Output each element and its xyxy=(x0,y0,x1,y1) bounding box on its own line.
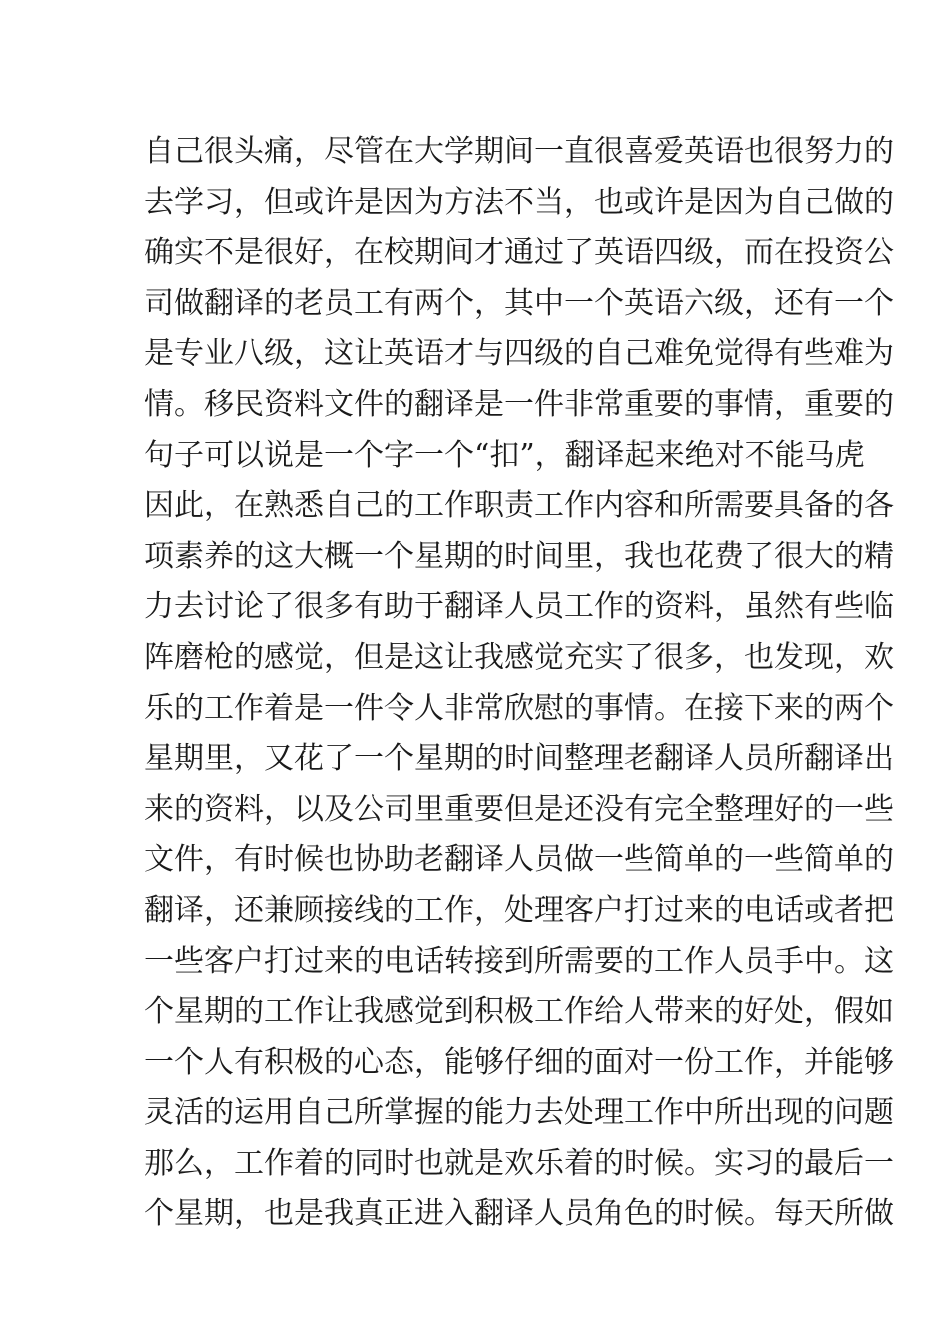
text-line: 情。移民资料文件的翻译是一件非常重要的事情，重要的 xyxy=(144,386,894,422)
text-line: 个星期，也是我真正进入翻译人员角色的时候。每天所做 xyxy=(144,1196,894,1232)
text-line: 因此，在熟悉自己的工作职责工作内容和所需要具备的各 xyxy=(144,488,894,524)
text-line: 阵磨枪的感觉，但是这让我感觉充实了很多，也发现，欢 xyxy=(144,639,894,675)
text-line: 司做翻译的老员工有两个，其中一个英语六级，还有一个 xyxy=(144,285,894,321)
text-line: 个星期的工作让我感觉到积极工作给人带来的好处，假如 xyxy=(144,994,894,1030)
text-line: 力去讨论了很多有助于翻译人员工作的资料，虽然有些临 xyxy=(144,589,894,625)
text-line: 自己很头痛，尽管在大学期间一直很喜爱英语也很努力的 xyxy=(144,134,894,169)
text-line: 灵活的运用自己所掌握的能力去处理工作中所出现的问题 xyxy=(144,1095,894,1131)
text-line: 乐的工作着是一件令人非常欣慰的事情。在接下来的两个 xyxy=(144,690,894,726)
text-line: 那么，工作着的同时也就是欢乐着的时候。实习的最后一 xyxy=(144,1145,894,1181)
text-line: 确实不是很好，在校期间才通过了英语四级，而在投资公 xyxy=(144,235,894,271)
text-line: 来的资料，以及公司里重要但是还没有完全整理好的一些 xyxy=(144,791,894,827)
text-line: 一个人有积极的心态，能够仔细的面对一份工作，并能够 xyxy=(144,1044,894,1080)
text-line: 一些客户打过来的电话转接到所需要的工作人员手中。这 xyxy=(144,943,894,979)
text-line: 星期里，又花了一个星期的时间整理老翻译人员所翻译出 xyxy=(144,741,894,777)
text-line: 文件，有时候也协助老翻译人员做一些简单的一些简单的 xyxy=(144,842,894,878)
body-text xyxy=(144,127,894,1240)
text-line: 去学习，但或许是因为方法不当，也或许是因为自己做的 xyxy=(144,184,894,220)
text-line: 项素养的这大概一个星期的时间里，我也花费了很大的精 xyxy=(144,538,894,574)
text-line: 是专业八级，这让英语才与四级的自己难免觉得有些难为 xyxy=(144,336,894,372)
text-line: 翻译，还兼顾接线的工作，处理客户打过来的电话或者把 xyxy=(144,892,894,928)
text-line: 句子可以说是一个字一个“扣”，翻译起来绝对不能马虎 xyxy=(144,437,865,473)
